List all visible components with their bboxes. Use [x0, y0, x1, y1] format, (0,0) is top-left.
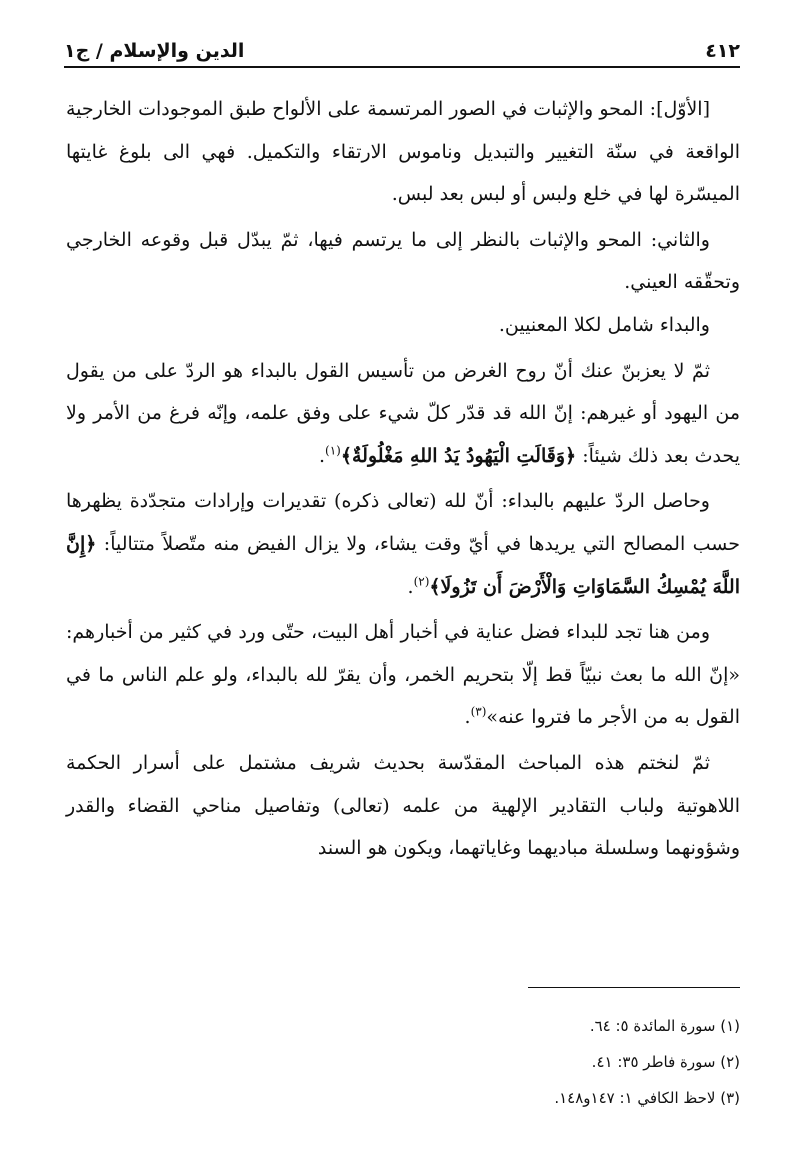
- paragraph-text: وحاصل الردّ عليهم بالبداء: أنّ لله (تعالى ذكره) تقديرات وإرادات متجدّدة يظهرها حسب المصالح التي يريدها في أيّ وقت يشاء، ولا يزال الفيض منه متّصلاً متتالياً:: [66, 490, 740, 555]
- footnote-ref: (٣): [470, 704, 487, 719]
- paragraph-refutation: ثمّ لا يعزبنّ عنك أنّ روح الغرض من تأسيس القول بالبداء هو الردّ على من يقول من اليهود أو غيرهم: إنّ الله قد قدّر كلّ شيء على وفق علمه، وإنّه فرغ من الأمر ولا يحدث بعد ذلك شيئاً: ﴿وَقَالَتِ الْيَهُودُ يَدُ اللهِ مَغْلُولَةٌ﴾$^{(١)}$.: [66, 359, 740, 467]
- page-header: [64, 28, 740, 62]
- paragraph-first-meaning: [الأوّل]: المحو والإثبات في الصور المرتسمة على الألواح طبق الموجودات الخارجية الواقعة في سنّة التغيير والتبديل وناموس الارتقاء والتكميل. فهي الى بلوغ غايتها الميسّرة لها في خلع ولبس أو لبس بعد لبس.: [66, 98, 740, 206]
- header-divider: [64, 66, 740, 68]
- main-text: [66, 88, 740, 870]
- footnotes: [66, 1008, 740, 1116]
- footnote-2: (٢) سورة فاطر ٣٥: ٤١.: [591, 1053, 740, 1071]
- quran-verse: ﴿وَقَالَتِ الْيَهُودُ يَدُ اللهِ مَغْلُولَةٌ﴾: [340, 444, 577, 467]
- footnote-ref: (١): [325, 443, 341, 458]
- running-title: الدين والإسلام / ج١: [64, 40, 245, 62]
- footnote-3: (٣) لاحظ الكافي ١: ١٤٧و١٤٨.: [554, 1089, 740, 1107]
- paragraph-text: ومن هنا تجد للبداء فضل عناية في أخبار أهل البيت، حتّى ورد في كثير من أخبارهم: «إنّ الله ما بعث نبيّاً قط إلّا بتحريم الخمر، وأن يقرّ لله بالبداء، ولو علم الناس ما في القول به من الأجر ما فتروا عنه»: [66, 621, 740, 729]
- paragraph-second-meaning: والثاني: المحو والإثبات بالنظر إلى ما يرتسم فيها، ثمّ يبدّل قبل وقوعه الخارجي وتحقّقه العيني.: [66, 228, 740, 294]
- page-number: ٤١٢: [705, 40, 740, 62]
- footnote-ref: (٢): [413, 574, 430, 589]
- paragraph-ahl-albayt: ومن هنا تجد للبداء فضل عناية في أخبار أهل البيت، حتّى ورد في كثير من أخبارهم: «إنّ الله ما بعث نبيّاً قط إلّا بتحريم الخمر، وأن يقرّ لله بالبداء، ولو علم الناس ما في القول به من الأجر ما فتروا عنه»$^{(٣)}$.: [66, 621, 740, 729]
- footnote-divider: [528, 987, 740, 988]
- paragraph-bada-both: والبداء شامل لكلا المعنيين.: [498, 313, 710, 336]
- paragraph-result: وحاصل الردّ عليهم بالبداء: أنّ لله (تعالى ذكره) تقديرات وإرادات متجدّدة يظهرها حسب المصالح التي يريدها في أيّ وقت يشاء، ولا يزال الفيض منه متّصلاً متتالياً: ﴿إِنَّ اللَّهَ يُمْسِكُ السَّمَاوَاتِ وَالْأَرْضَ أَن تَزُولَا﴾$^{(٢)}$.: [66, 490, 740, 598]
- paragraph-conclusion: ثمّ لنختم هذه المباحث المقدّسة بحديث شريف مشتمل على أسرار الحكمة اللاهوتية ولباب التقادير الإلهية من علمه (تعالى) وتفاصيل مناحي القضاء والقدر وشؤونهما وسلسلة مباديهما وغاياتهما، ويكون هو السند: [66, 751, 740, 860]
- quran-verse: ﴿إِنَّ اللَّهَ يُمْسِكُ السَّمَاوَاتِ وَالْأَرْضَ أَن تَزُولَا﴾: [66, 532, 740, 598]
- footnote-1: (١) سورة المائدة ٥: ٦٤.: [589, 1017, 740, 1035]
- paragraph-text: ثمّ لا يعزبنّ عنك أنّ روح الغرض من تأسيس القول بالبداء هو الردّ على من يقول من اليهود أو غيرهم: إنّ الله قد قدّر كلّ شيء على وفق علمه، وإنّه فرغ من الأمر ولا يحدث بعد ذلك شيئاً:: [66, 359, 740, 467]
